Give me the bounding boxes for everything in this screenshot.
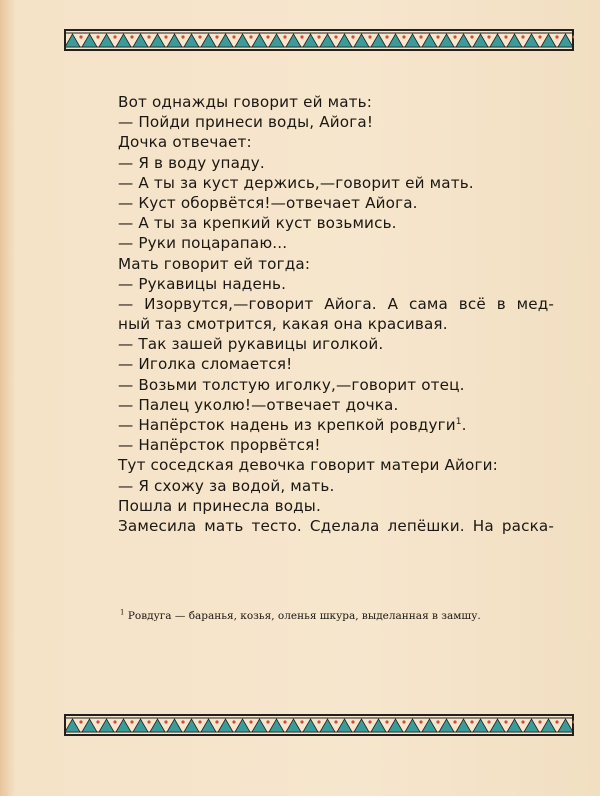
text-line: — Напёрсток надень из крепкой ровдуги xyxy=(118,416,456,434)
ornament-dot xyxy=(164,35,167,38)
footnote xyxy=(120,610,540,622)
ornament-dot xyxy=(402,720,405,723)
ornament-dot xyxy=(351,35,354,38)
text-line: Дочка отвечает: xyxy=(118,133,252,152)
text-line: — Так зашей рукавицы иголкой. xyxy=(118,335,384,354)
text-line: — Иголка сломается! xyxy=(118,355,293,374)
ornament-dot xyxy=(368,35,371,38)
ornament-dot xyxy=(538,720,541,723)
text-line: — А ты за крепкий куст возьмись. xyxy=(118,214,397,233)
ornament-dot xyxy=(232,720,235,723)
ornament-dot xyxy=(249,35,252,38)
story-text xyxy=(118,92,554,536)
text-line: — А ты за куст держись,—говорит ей мать. xyxy=(118,173,474,192)
ornament-dot xyxy=(368,720,371,723)
ornament-dot xyxy=(181,720,184,723)
ornament-dot xyxy=(232,35,235,38)
ornament-dot xyxy=(487,35,490,38)
text-line: Замесила мать тесто. Сделала лепёшки. На раска- xyxy=(118,516,554,535)
ornament-dot xyxy=(215,720,218,723)
ornament-dot xyxy=(487,720,490,723)
ornament-dot xyxy=(538,35,541,38)
ornament-dot xyxy=(147,720,150,723)
ornament-dot xyxy=(470,720,473,723)
ornament-dot xyxy=(147,35,150,38)
ornament-dot xyxy=(96,35,99,38)
text-line: — Руки поцарапаю... xyxy=(118,234,288,253)
ornament-dot xyxy=(436,35,439,38)
ornament-dot xyxy=(317,35,320,38)
ornament-dot xyxy=(79,720,82,723)
ornament-dot xyxy=(504,720,507,723)
text-line: ный таз смотрится, какая она красивая. xyxy=(118,315,448,334)
ornament-dot xyxy=(555,35,558,38)
footnote-number: 1 xyxy=(120,608,125,617)
ornament-dot xyxy=(249,720,252,723)
text-line: — Куст оборвётся!—отвечает Айога. xyxy=(118,193,418,212)
text-line: — Напёрсток прорвётся! xyxy=(118,436,321,455)
ornament-dot xyxy=(385,35,388,38)
ornament-dot xyxy=(453,35,456,38)
ornament-dot xyxy=(113,35,116,38)
ornament-dot xyxy=(79,35,82,38)
ornament-dot xyxy=(181,35,184,38)
ornament-dot xyxy=(453,720,456,723)
text-line: — Я в воду упаду. xyxy=(118,153,265,172)
ornament-dot xyxy=(555,720,558,723)
ornament-dot xyxy=(470,35,473,38)
ornament-dot xyxy=(300,720,303,723)
text-line: Вот однажды говорит ей мать: xyxy=(118,93,373,111)
ornament-dot xyxy=(215,35,218,38)
text-line: — Я схожу за водой, мать. xyxy=(118,476,335,495)
ornament-dot xyxy=(198,35,201,38)
text-line: Мать говорит ей тогда: xyxy=(118,254,311,273)
ornament-dot xyxy=(266,720,269,723)
ornament-dot xyxy=(334,35,337,38)
bottom-ornament-border xyxy=(64,714,574,736)
ornament-dot xyxy=(113,720,116,723)
ornament-dot xyxy=(283,720,286,723)
ornament-dot xyxy=(402,35,405,38)
ornament-dot xyxy=(300,35,303,38)
ornament-dot xyxy=(436,720,439,723)
ornament-dot xyxy=(130,720,133,723)
text-line: Пошла и принесла воды. xyxy=(118,496,321,515)
text-line: — Палец уколю!—отвечает дочка. xyxy=(118,395,399,414)
text-line: — Пойди принеси воды, Айога! xyxy=(118,113,374,132)
ornament-dot xyxy=(504,35,507,38)
footnote-text: Ровдуга — баранья, козья, оленья шкура, выделанная в замшу. xyxy=(127,610,481,622)
text-line: — Изорвутся,—говорит Айога. А сама всё в мед- xyxy=(118,294,554,313)
ornament-dot xyxy=(419,720,422,723)
ornament-dot xyxy=(96,720,99,723)
ornament-dot xyxy=(317,720,320,723)
text-line: — Возьми толстую иголку,—говорит отец. xyxy=(118,375,465,394)
text-line-with-footnote: — Напёрсток надень из крепкой ровдуги$^1$. xyxy=(118,416,467,434)
ornament-dot xyxy=(164,720,167,723)
ornament-dot xyxy=(385,720,388,723)
ornament-dot xyxy=(521,720,524,723)
ornament-dot xyxy=(266,35,269,38)
ornament-dot xyxy=(521,35,524,38)
ornament-dot xyxy=(419,35,422,38)
top-ornament-border xyxy=(64,29,574,51)
ornament-dot xyxy=(351,720,354,723)
ornament-dot xyxy=(130,35,133,38)
text-line: — Рукавицы надень. xyxy=(118,274,287,293)
ornament-dot xyxy=(334,720,337,723)
text-line: Тут соседская девочка говорит матери Айоги: xyxy=(118,456,498,475)
ornament-dot xyxy=(283,35,286,38)
footnote-marker: 1 xyxy=(455,416,462,427)
ornament-dot xyxy=(198,720,201,723)
